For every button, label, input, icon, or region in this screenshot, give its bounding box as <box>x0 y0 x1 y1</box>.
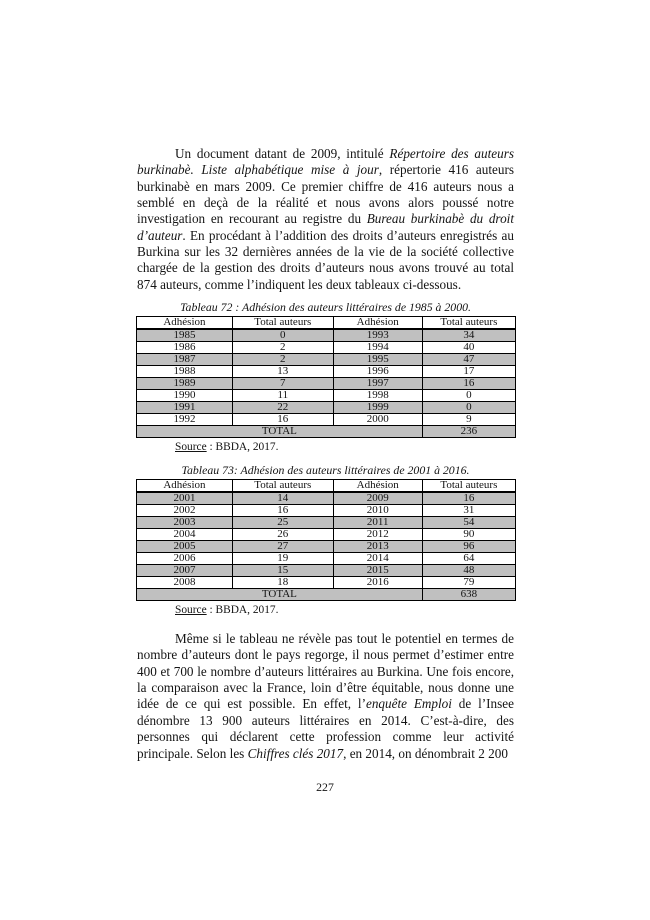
count-cell: 13 <box>232 366 333 378</box>
count-cell: 40 <box>422 342 515 354</box>
column-header: Total auteurs <box>232 480 333 493</box>
year-cell: 1985 <box>137 329 233 342</box>
text-segment: personnes qui déclarent cette profession comme leur activité <box>137 729 514 745</box>
year-cell: 2009 <box>333 492 422 505</box>
year-cell: 1992 <box>137 414 233 426</box>
table-row <box>137 342 516 354</box>
count-cell: 16 <box>422 378 515 390</box>
year-cell: 2003 <box>137 517 233 529</box>
year-cell: 2000 <box>333 414 422 426</box>
count-cell: 25 <box>232 517 333 529</box>
year-cell: 2005 <box>137 541 233 553</box>
year-cell: 1987 <box>137 354 233 366</box>
count-cell: 79 <box>422 577 515 589</box>
total-value-cell: 638 <box>422 589 515 601</box>
year-cell: 2002 <box>137 505 233 517</box>
year-cell: 1990 <box>137 390 233 402</box>
column-header: Adhésion <box>333 480 422 493</box>
text-line <box>137 179 514 195</box>
year-cell: 1998 <box>333 390 422 402</box>
table-row <box>137 414 516 426</box>
count-cell: 31 <box>422 505 515 517</box>
count-cell: 2 <box>232 354 333 366</box>
year-cell: 1989 <box>137 378 233 390</box>
count-cell: 27 <box>232 541 333 553</box>
count-cell: 19 <box>232 553 333 565</box>
source-label: Source <box>175 441 207 454</box>
count-cell: 18 <box>232 577 333 589</box>
table-row <box>137 378 516 390</box>
year-cell: 1993 <box>333 329 422 342</box>
column-header: Total auteurs <box>422 317 515 330</box>
column-header: Total auteurs <box>232 317 333 330</box>
count-cell: 15 <box>232 565 333 577</box>
year-cell: 1988 <box>137 366 233 378</box>
total-value-cell: 236 <box>422 426 515 438</box>
text-segment: Même si le tableau ne révèle pas tout le potentiel en termes de <box>175 631 514 647</box>
count-cell: 16 <box>232 414 333 426</box>
text-segment: investigation en recourant au registre du <box>137 211 367 227</box>
text-line <box>137 696 514 712</box>
table-row <box>137 553 516 565</box>
count-cell: 0 <box>422 402 515 414</box>
text-line <box>137 162 514 178</box>
italic-text-segment: enquête Emploi <box>365 696 452 712</box>
count-cell: 0 <box>422 390 515 402</box>
text-line <box>137 713 514 729</box>
text-segment: 400 et 700 le nombre d’auteurs littéraires au Burkina. Une fois encore, <box>137 663 514 679</box>
source-text: : BBDA, 2017. <box>206 604 279 617</box>
table-row <box>137 402 516 414</box>
count-cell: 34 <box>422 329 515 342</box>
text-line <box>137 146 514 162</box>
total-row <box>137 589 516 601</box>
text-segment: Un document datant de 2009, intitulé <box>175 146 390 161</box>
text-segment: . En procédant à l’addition des droits d’auteurs enregistrés au <box>182 227 514 243</box>
table-72-source <box>175 440 514 454</box>
text-line <box>137 277 514 293</box>
year-cell: 1996 <box>333 366 422 378</box>
count-cell: 11 <box>232 390 333 402</box>
year-cell: 2016 <box>333 577 422 589</box>
text-segment: , répertorie 416 auteurs <box>378 162 514 178</box>
count-cell: 17 <box>422 366 515 378</box>
text-line <box>137 195 514 211</box>
italic-text-segment: Bureau burkinabè du droit <box>366 211 514 227</box>
year-cell: 2008 <box>137 577 233 589</box>
count-cell: 7 <box>232 378 333 390</box>
year-cell: 2006 <box>137 553 233 565</box>
table-row <box>137 517 516 529</box>
table-73-source <box>175 603 514 617</box>
paragraph-2 <box>137 631 514 762</box>
table-row <box>137 529 516 541</box>
column-header: Adhésion <box>137 317 233 330</box>
text-segment: la comparaison avec la France, loin d’être équitable, nous donne une <box>137 680 514 696</box>
text-segment: burkinabè en mars 2009. Ce premier chiffre de 416 auteurs nous a <box>137 178 514 194</box>
text-line <box>137 729 514 745</box>
table-row <box>137 329 516 342</box>
count-cell: 14 <box>232 492 333 505</box>
table-72-caption: Tableau 72 : Adhésion des auteurs littéraires de 1985 à 2000. <box>180 300 471 315</box>
italic-text-segment: Chiffres clés 2017 <box>247 745 344 761</box>
year-cell: 2007 <box>137 565 233 577</box>
column-header: Adhésion <box>137 480 233 493</box>
text-segment: nombre d’auteurs dont le pays regorge, il nous permet d’estimer entre <box>137 647 514 663</box>
table-row <box>137 505 516 517</box>
text-segment: 874 auteurs, comme l’indiquent les deux tableaux ci-dessous. <box>137 276 462 292</box>
total-row <box>137 426 516 438</box>
count-cell: 47 <box>422 354 515 366</box>
text-line <box>137 211 514 227</box>
year-cell: 2001 <box>137 492 233 505</box>
table-row <box>137 577 516 589</box>
year-cell: 1999 <box>333 402 422 414</box>
table-row <box>137 565 516 577</box>
year-cell: 1997 <box>333 378 422 390</box>
table-row <box>137 492 516 505</box>
table-73-caption: Tableau 73: Adhésion des auteurs littéraires de 2001 à 2016. <box>181 463 470 478</box>
count-cell: 90 <box>422 529 515 541</box>
year-cell: 2014 <box>333 553 422 565</box>
italic-text-segment: burkinabè. Liste alphabétique mise à jour <box>137 162 379 178</box>
count-cell: 48 <box>422 565 515 577</box>
count-cell: 26 <box>232 529 333 541</box>
year-cell: 1991 <box>137 402 233 414</box>
count-cell: 64 <box>422 553 515 565</box>
text-line <box>137 664 514 680</box>
text-segment: dénombre 13 900 auteurs littéraires en 2014. C’est-à-dire, des <box>137 712 514 728</box>
text-segment: , en 2014, on dénombrait 2 200 <box>343 745 508 761</box>
column-header: Adhésion <box>333 317 422 330</box>
year-cell: 2010 <box>333 505 422 517</box>
count-cell: 22 <box>232 402 333 414</box>
page-number: 227 <box>316 780 334 794</box>
text-line <box>137 228 514 244</box>
table-row <box>137 354 516 366</box>
adhesion-table-1985-2000 <box>136 316 516 438</box>
year-cell: 2012 <box>333 529 422 541</box>
count-cell: 0 <box>232 329 333 342</box>
text-segment: semblé en deçà de la réalité et nous avons alors poussé notre <box>137 195 514 211</box>
count-cell: 9 <box>422 414 515 426</box>
text-line <box>137 746 514 762</box>
text-segment: de l’Insee <box>451 696 514 712</box>
text-segment: idée de ce qui est possible. En effet, l’ <box>137 696 366 712</box>
year-cell: 1986 <box>137 342 233 354</box>
count-cell: 2 <box>232 342 333 354</box>
text-segment: principale. Selon les <box>137 745 248 761</box>
total-label-cell: TOTAL <box>137 426 423 438</box>
table-row <box>137 366 516 378</box>
header-row <box>137 317 516 330</box>
text-line <box>137 631 514 647</box>
count-cell: 96 <box>422 541 515 553</box>
text-segment: Burkina sur les 32 dernières années de la vie de la société collective <box>137 244 514 260</box>
italic-text-segment: Répertoire des auteurs <box>389 146 514 161</box>
italic-text-segment: d’auteur <box>137 227 183 243</box>
count-cell: 16 <box>422 492 515 505</box>
text-segment: chargée de la gestion des droits d’auteurs nous avons trouvé au total <box>137 260 514 276</box>
count-cell: 16 <box>232 505 333 517</box>
column-header: Total auteurs <box>422 480 515 493</box>
count-cell: 54 <box>422 517 515 529</box>
year-cell: 2011 <box>333 517 422 529</box>
source-label: Source <box>175 604 207 617</box>
text-line <box>137 647 514 663</box>
adhesion-table-2001-2016 <box>136 479 516 601</box>
total-label-cell: TOTAL <box>137 589 423 601</box>
table-row <box>137 541 516 553</box>
paragraph-1 <box>137 146 514 293</box>
header-row <box>137 480 516 493</box>
text-line <box>137 260 514 276</box>
year-cell: 2015 <box>333 565 422 577</box>
year-cell: 2013 <box>333 541 422 553</box>
text-line <box>137 244 514 260</box>
year-cell: 2004 <box>137 529 233 541</box>
text-block <box>137 146 514 762</box>
year-cell: 1994 <box>333 342 422 354</box>
text-line <box>137 680 514 696</box>
year-cell: 1995 <box>333 354 422 366</box>
source-text: : BBDA, 2017. <box>206 441 279 454</box>
table-row <box>137 390 516 402</box>
